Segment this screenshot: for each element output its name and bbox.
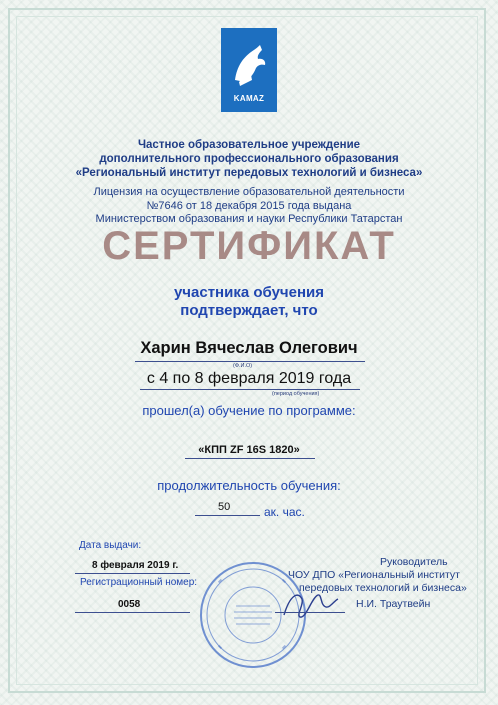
organization-line-3: «Региональный институт передовых технологий и бизнеса» [75,167,423,179]
duration-unit: ак. час. [264,505,305,519]
signatory-org-line-1: ЧОУ ДПО «Региональный институт [288,569,460,581]
name-caption: (Ф.И.О) [233,363,253,369]
logo-brand-text: KAMAZ [233,94,265,103]
signatory-org-line-2: передовых технологий и бизнеса» [299,582,467,594]
reg-number-label: Регистрационный номер: [80,577,198,588]
participant-name: Харин Вячеслав Олегович [140,339,358,357]
program-name: «КПП ZF 16S 1820» [198,444,300,456]
training-period: с 4 по 8 февраля 2019 года [146,370,352,387]
license-line-3: Министерством образования и науки Республики Татарстан [95,213,403,225]
period-caption: (период обучения) [272,391,320,397]
reg-number-value: 0058 [118,599,141,610]
issue-date-value: 8 февраля 2019 г. [92,560,179,571]
organization-line-2: дополнительного профессионального образования [99,153,399,165]
kamaz-logo [221,28,277,112]
reg-number-underline [75,612,190,613]
license-line-2: №7646 от 18 декабря 2015 года выдана [146,200,352,212]
license-line-1: Лицензия на осуществление образовательной деятельности [93,186,405,198]
program-underline [185,458,315,459]
name-underline [135,361,365,362]
issue-date-label: Дата выдачи: [79,540,142,551]
duration-label: продолжительность обучения: [157,478,341,493]
signatory-name: Н.И. Траутвейн [356,598,431,610]
subtitle-line-2: подтверждает, что [180,302,318,319]
signature-underline [275,612,345,613]
subtitle-line-1: участника обучения [173,284,325,301]
duration-value: 50 [218,501,231,513]
period-underline [140,389,360,390]
issue-date-underline [75,573,190,574]
signatory-title: Руководитель [380,556,448,568]
organization-line-1: Частное образовательное учреждение [137,139,361,151]
duration-underline [195,515,260,516]
certificate-title: СЕРТИФИКАТ [102,224,396,268]
program-intro: прошел(а) обучение по программе: [142,403,356,418]
